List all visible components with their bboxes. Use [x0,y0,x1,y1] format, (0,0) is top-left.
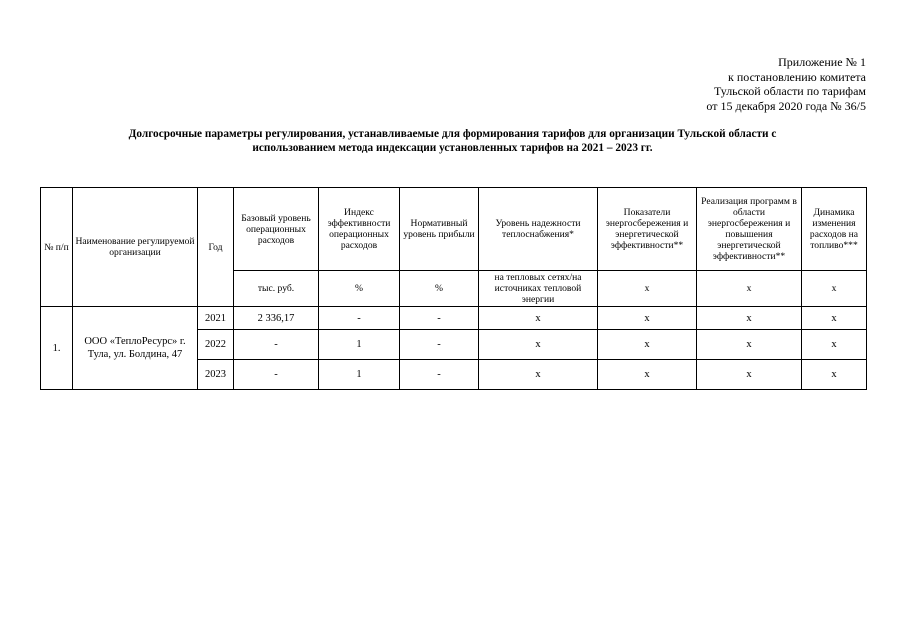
fuel-cell: х [802,307,867,330]
header-org: Наименование регулируемой организации [73,188,198,307]
base-cell: - [234,330,319,360]
unit-programs: х [697,271,802,307]
header-fuel: Динамика изменения расходов на топливо*** [802,188,867,271]
year-cell: 2023 [198,360,234,390]
unit-reliability: на тепловых сетях/на источниках тепловой энергии [479,271,598,307]
reliability-cell: х [479,330,598,360]
programs-cell: х [697,307,802,330]
programs-cell: х [697,330,802,360]
org-number: 1. [41,307,73,390]
reliability-cell: х [479,360,598,390]
year-cell: 2021 [198,307,234,330]
header-base: Базовый уровень операционных расходов [234,188,319,271]
unit-fuel: х [802,271,867,307]
fuel-cell: х [802,360,867,390]
header-year: Год [198,188,234,307]
profit-cell: - [400,360,479,390]
appendix-line: Приложение № 1 [778,55,866,69]
header-programs: Реализация программ в области энергосбережения и повышения энергетической эффективности** [697,188,802,271]
unit-base: тыс. руб. [234,271,319,307]
profit-cell: - [400,307,479,330]
header-num: № п/п [41,188,73,307]
base-cell: - [234,360,319,390]
parameters-table [40,187,867,390]
base-cell: 2 336,17 [234,307,319,330]
org-name: ООО «ТеплоРесурс» г. Тула, ул. Болдина, 47 [73,307,198,390]
appendix-line: к постановлению комитета [728,69,866,84]
index-cell: 1 [319,330,400,360]
unit-index: % [319,271,400,307]
header-row [41,188,867,271]
profit-cell: - [400,330,479,360]
energy-cell: х [598,360,697,390]
energy-cell: х [598,330,697,360]
energy-cell: х [598,307,697,330]
year-cell: 2022 [198,330,234,360]
document-title [40,128,865,155]
index-cell: 1 [319,360,400,390]
header-profit: Нормативный уровень прибыли [400,188,479,271]
index-cell: - [319,307,400,330]
header-reliability: Уровень надежности теплоснабжения* [479,188,598,271]
header-energy: Показатели энергосбережения и энергетической эффективности** [598,188,697,271]
appendix-line: Тульской области по тарифам [713,84,866,98]
title-line: использованием метода индексации установленных тарифов на 2021 – 2023 гг. [252,141,653,154]
reliability-cell: х [479,307,598,330]
appendix-line: от 15 декабря 2020 года № 36/5 [706,98,866,113]
unit-energy: х [598,271,697,307]
appendix-block [566,55,866,113]
header-index: Индекс эффективности операционных расходов [319,188,400,271]
title-line: Долгосрочные параметры регулирования, устанавливаемые для формирования тарифов для организации Тульской области с [128,128,777,140]
table-row [41,307,867,330]
programs-cell: х [697,360,802,390]
unit-profit: % [400,271,479,307]
fuel-cell: х [802,330,867,360]
